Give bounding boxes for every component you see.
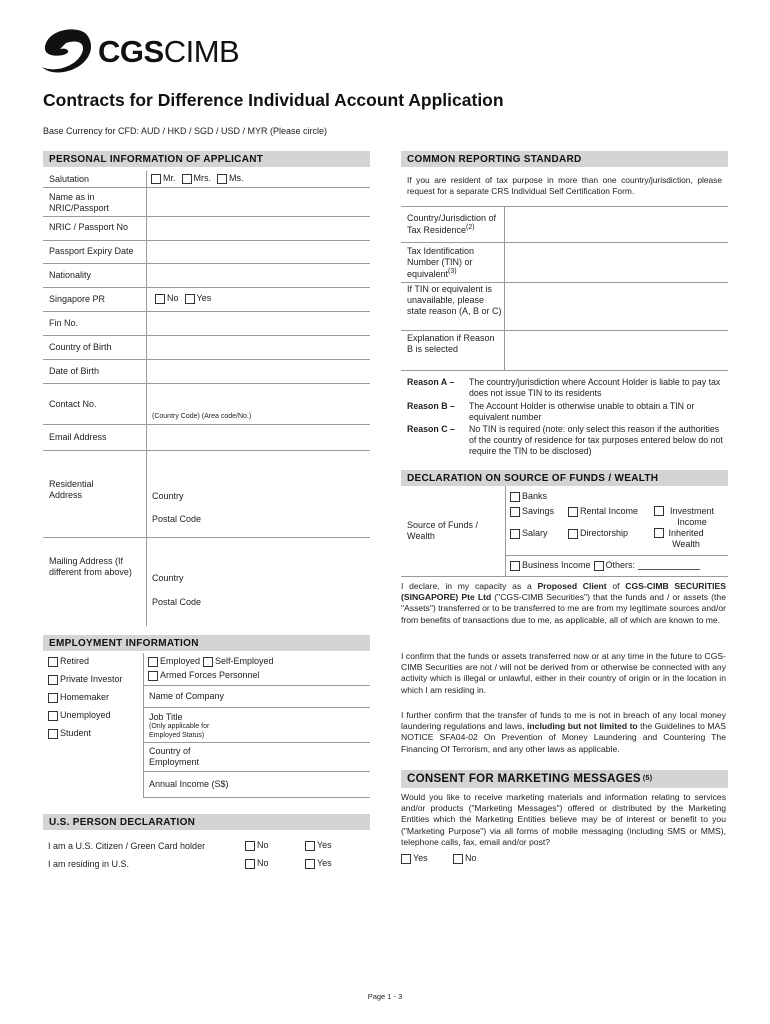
mrs-checkbox[interactable] [182, 174, 192, 184]
source-of-funds-heading: DECLARATION ON SOURCE OF FUNDS / WEALTH [401, 470, 728, 486]
brand-name: CGSCIMB [98, 33, 240, 69]
directorship-option: Directorship [568, 528, 628, 539]
explanation-label: Explanation if Reason B is selected [407, 333, 495, 354]
ms-checkbox[interactable] [217, 174, 227, 184]
cgs-cimb-logo-icon [38, 27, 94, 75]
employed-checkbox[interactable] [148, 657, 158, 667]
inherited-option: Inherited Wealth [654, 528, 706, 550]
fin-label: Fin No. [49, 318, 79, 328]
contact-label: Contact No. [49, 399, 97, 409]
annual-income-label: Annual Income (S$) [149, 779, 229, 789]
banks-checkbox[interactable] [510, 492, 520, 502]
savings-option: Savings [510, 506, 554, 517]
investment-income-checkbox[interactable] [654, 506, 664, 516]
marketing-heading: CONSENT FOR MARKETING MESSAGES (5) [401, 770, 728, 788]
reason-a: Reason A – The country/jurisdiction where Account Holder is liable to pay tax does not issue TIN to its residents [407, 377, 721, 399]
date-of-birth-label: Date of Birth [49, 366, 100, 376]
student-option: Student [48, 728, 91, 739]
salary-checkbox[interactable] [510, 529, 520, 539]
retired-option: Retired [48, 656, 89, 667]
us-residing-yes: Yes [305, 858, 332, 869]
us-citizen-yes: Yes [305, 840, 332, 851]
mr-checkbox[interactable] [151, 174, 161, 184]
mailing-postal-label: Postal Code [152, 597, 202, 607]
marketing-yes: Yes [401, 853, 428, 864]
reason-c: Reason C – No TIN is required (note: only select this reason if the authorities of the country of residence for tax purposes entered below do not require the TIN to be disclosed) [407, 424, 723, 457]
private-investor-checkbox[interactable] [48, 675, 58, 685]
armed-forces-option: Armed Forces Personnel [148, 670, 260, 681]
mailing-country-label: Country [152, 573, 184, 583]
others-checkbox[interactable] [594, 561, 604, 571]
us-citizen-no-checkbox[interactable] [245, 841, 255, 851]
marketing-yes-checkbox[interactable] [401, 854, 411, 864]
crs-heading: COMMON REPORTING STANDARD [401, 151, 728, 167]
homemaker-checkbox[interactable] [48, 693, 58, 703]
tax-residence-label: Country/Jurisdiction of Tax Residence$^{(2)}$ [407, 213, 497, 235]
us-citizen-no: No [245, 840, 269, 851]
us-citizen-yes-checkbox[interactable] [305, 841, 315, 851]
us-residing-no-checkbox[interactable] [245, 859, 255, 869]
page-title: Contracts for Difference Individual Account Application [43, 90, 504, 110]
retired-checkbox[interactable] [48, 657, 58, 667]
source-of-funds-label: Source of Funds / Wealth [407, 520, 479, 541]
declaration-2: I confirm that the funds or assets transferred now or at any time in the future to CGS-CIMB Securities are not / will not be derived from or otherwise be connected with any activity which is illegal or unlawful, either in their country of origin or in the location in which I am residing in. [401, 651, 726, 695]
rental-income-checkbox[interactable] [568, 507, 578, 517]
residential-country-label: Country [152, 491, 184, 501]
business-income-checkbox[interactable] [510, 561, 520, 571]
banks-option: Banks [510, 491, 547, 502]
homemaker-option: Homemaker [48, 692, 109, 703]
pr-yes-checkbox[interactable] [185, 294, 195, 304]
inherited-wealth-checkbox[interactable] [654, 528, 664, 538]
us-residing-no: No [245, 858, 269, 869]
contact-hint: (Country Code) (Area code/No.) [152, 413, 252, 420]
us-residing-yes-checkbox[interactable] [305, 859, 315, 869]
nric-label: NRIC / Passport No [49, 222, 129, 232]
others-input[interactable] [638, 562, 700, 570]
singapore-pr-options: No Yes [155, 293, 211, 304]
personal-info-heading: PERSONAL INFORMATION OF APPLICANT [43, 151, 370, 167]
salutation-label: Salutation [49, 174, 90, 184]
employment-heading: EMPLOYMENT INFORMATION [43, 635, 370, 651]
mailing-label: Mailing Address (If different from above) [49, 556, 132, 577]
name-label: Name as in NRIC/Passport [49, 192, 110, 213]
self-employed-checkbox[interactable] [203, 657, 213, 667]
marketing-text: Would you like to receive marketing materials and information relating to services and/or products ("Marketing Messages") offered or distributed by the Marketing Entities which the Marketing Entities believe may be of interest or benefit to you ("Marketing Purpose") via all forms of mobile messaging (including SMS or MMS), telephone calls, fax, email and/or post? [401, 792, 726, 847]
declaration-3: I further confirm that the transfer of funds to me is not in breach of any local money laundering regulations and laws, including but not limited to the Guidelines to MAS NOTICE SFA04-02 On Prevention of Money Laundering and Countering The Financing Of Terrorism, and any other laws as applicable. [401, 710, 726, 754]
marketing-no-checkbox[interactable] [453, 854, 463, 864]
marketing-no: No [453, 853, 477, 864]
directorship-checkbox[interactable] [568, 529, 578, 539]
page-number: Page 1 - 3 [367, 992, 403, 1001]
tin-unavailable-label: If TIN or equivalent is unavailable, please state reason (A, B or C) [407, 284, 502, 316]
crs-intro: If you are resident of tax purpose in more than one country/jurisdiction, please request for a separate CRS Individual Self Certification Form. [407, 175, 722, 197]
residential-label: Residential Address [49, 479, 94, 500]
rental-option: Rental Income [568, 506, 638, 517]
passport-expiry-label: Passport Expiry Date [49, 246, 134, 256]
unemployed-checkbox[interactable] [48, 711, 58, 721]
base-currency-note: Base Currency for CFD: AUD / HKD / SGD / USD / MYR (Please circle) [43, 126, 328, 136]
residential-postal-label: Postal Code [152, 514, 202, 524]
private-investor-option: Private Investor [48, 674, 123, 685]
country-of-birth-label: Country of Birth [49, 342, 112, 352]
salary-option: Salary [510, 528, 548, 539]
us-person-heading: U.S. PERSON DECLARATION [43, 814, 370, 830]
declaration-1: I declare, in my capacity as a Proposed Client of CGS-CIMB SECURITIES (SINGAPORE) Pte Ltd ("CGS-CIMB Securities") that the funds and / or assets (the "Assets") transferred or to be transferred to me are from my legitimate sources and/or from benefits of transactions due to me, as applicable, all of which are known to me. [401, 581, 726, 625]
tin-label: Tax Identification Number (TIN) or equivalent$^{(3)}$ [407, 246, 475, 279]
company-logo [38, 26, 239, 76]
savings-checkbox[interactable] [510, 507, 520, 517]
armed-forces-checkbox[interactable] [148, 671, 158, 681]
country-of-employment-label: Country of Employment [149, 746, 200, 767]
email-label: Email Address [49, 432, 107, 442]
us-residing-label: I am residing in U.S. [48, 859, 130, 869]
investment-option: Investment Income [654, 506, 718, 528]
employed-options: Employed Self-Employed [148, 656, 274, 667]
company-label: Name of Company [149, 691, 225, 701]
business-income-option: Business Income Others: [510, 560, 700, 571]
unemployed-option: Unemployed [48, 710, 111, 721]
salutation-options: Mr. Mrs. Ms. [151, 173, 244, 184]
singapore-pr-label: Singapore PR [49, 294, 106, 304]
job-title-hint: (Only applicable for Employed Status) [149, 723, 210, 739]
nationality-label: Nationality [49, 270, 92, 280]
us-citizen-label: I am a U.S. Citizen / Green Card holder [48, 841, 206, 851]
student-checkbox[interactable] [48, 729, 58, 739]
reason-b: Reason B – The Account Holder is otherwise unable to obtain a TIN or equivalent number [407, 401, 695, 423]
job-title-label: Job Title [149, 712, 183, 722]
pr-no-checkbox[interactable] [155, 294, 165, 304]
